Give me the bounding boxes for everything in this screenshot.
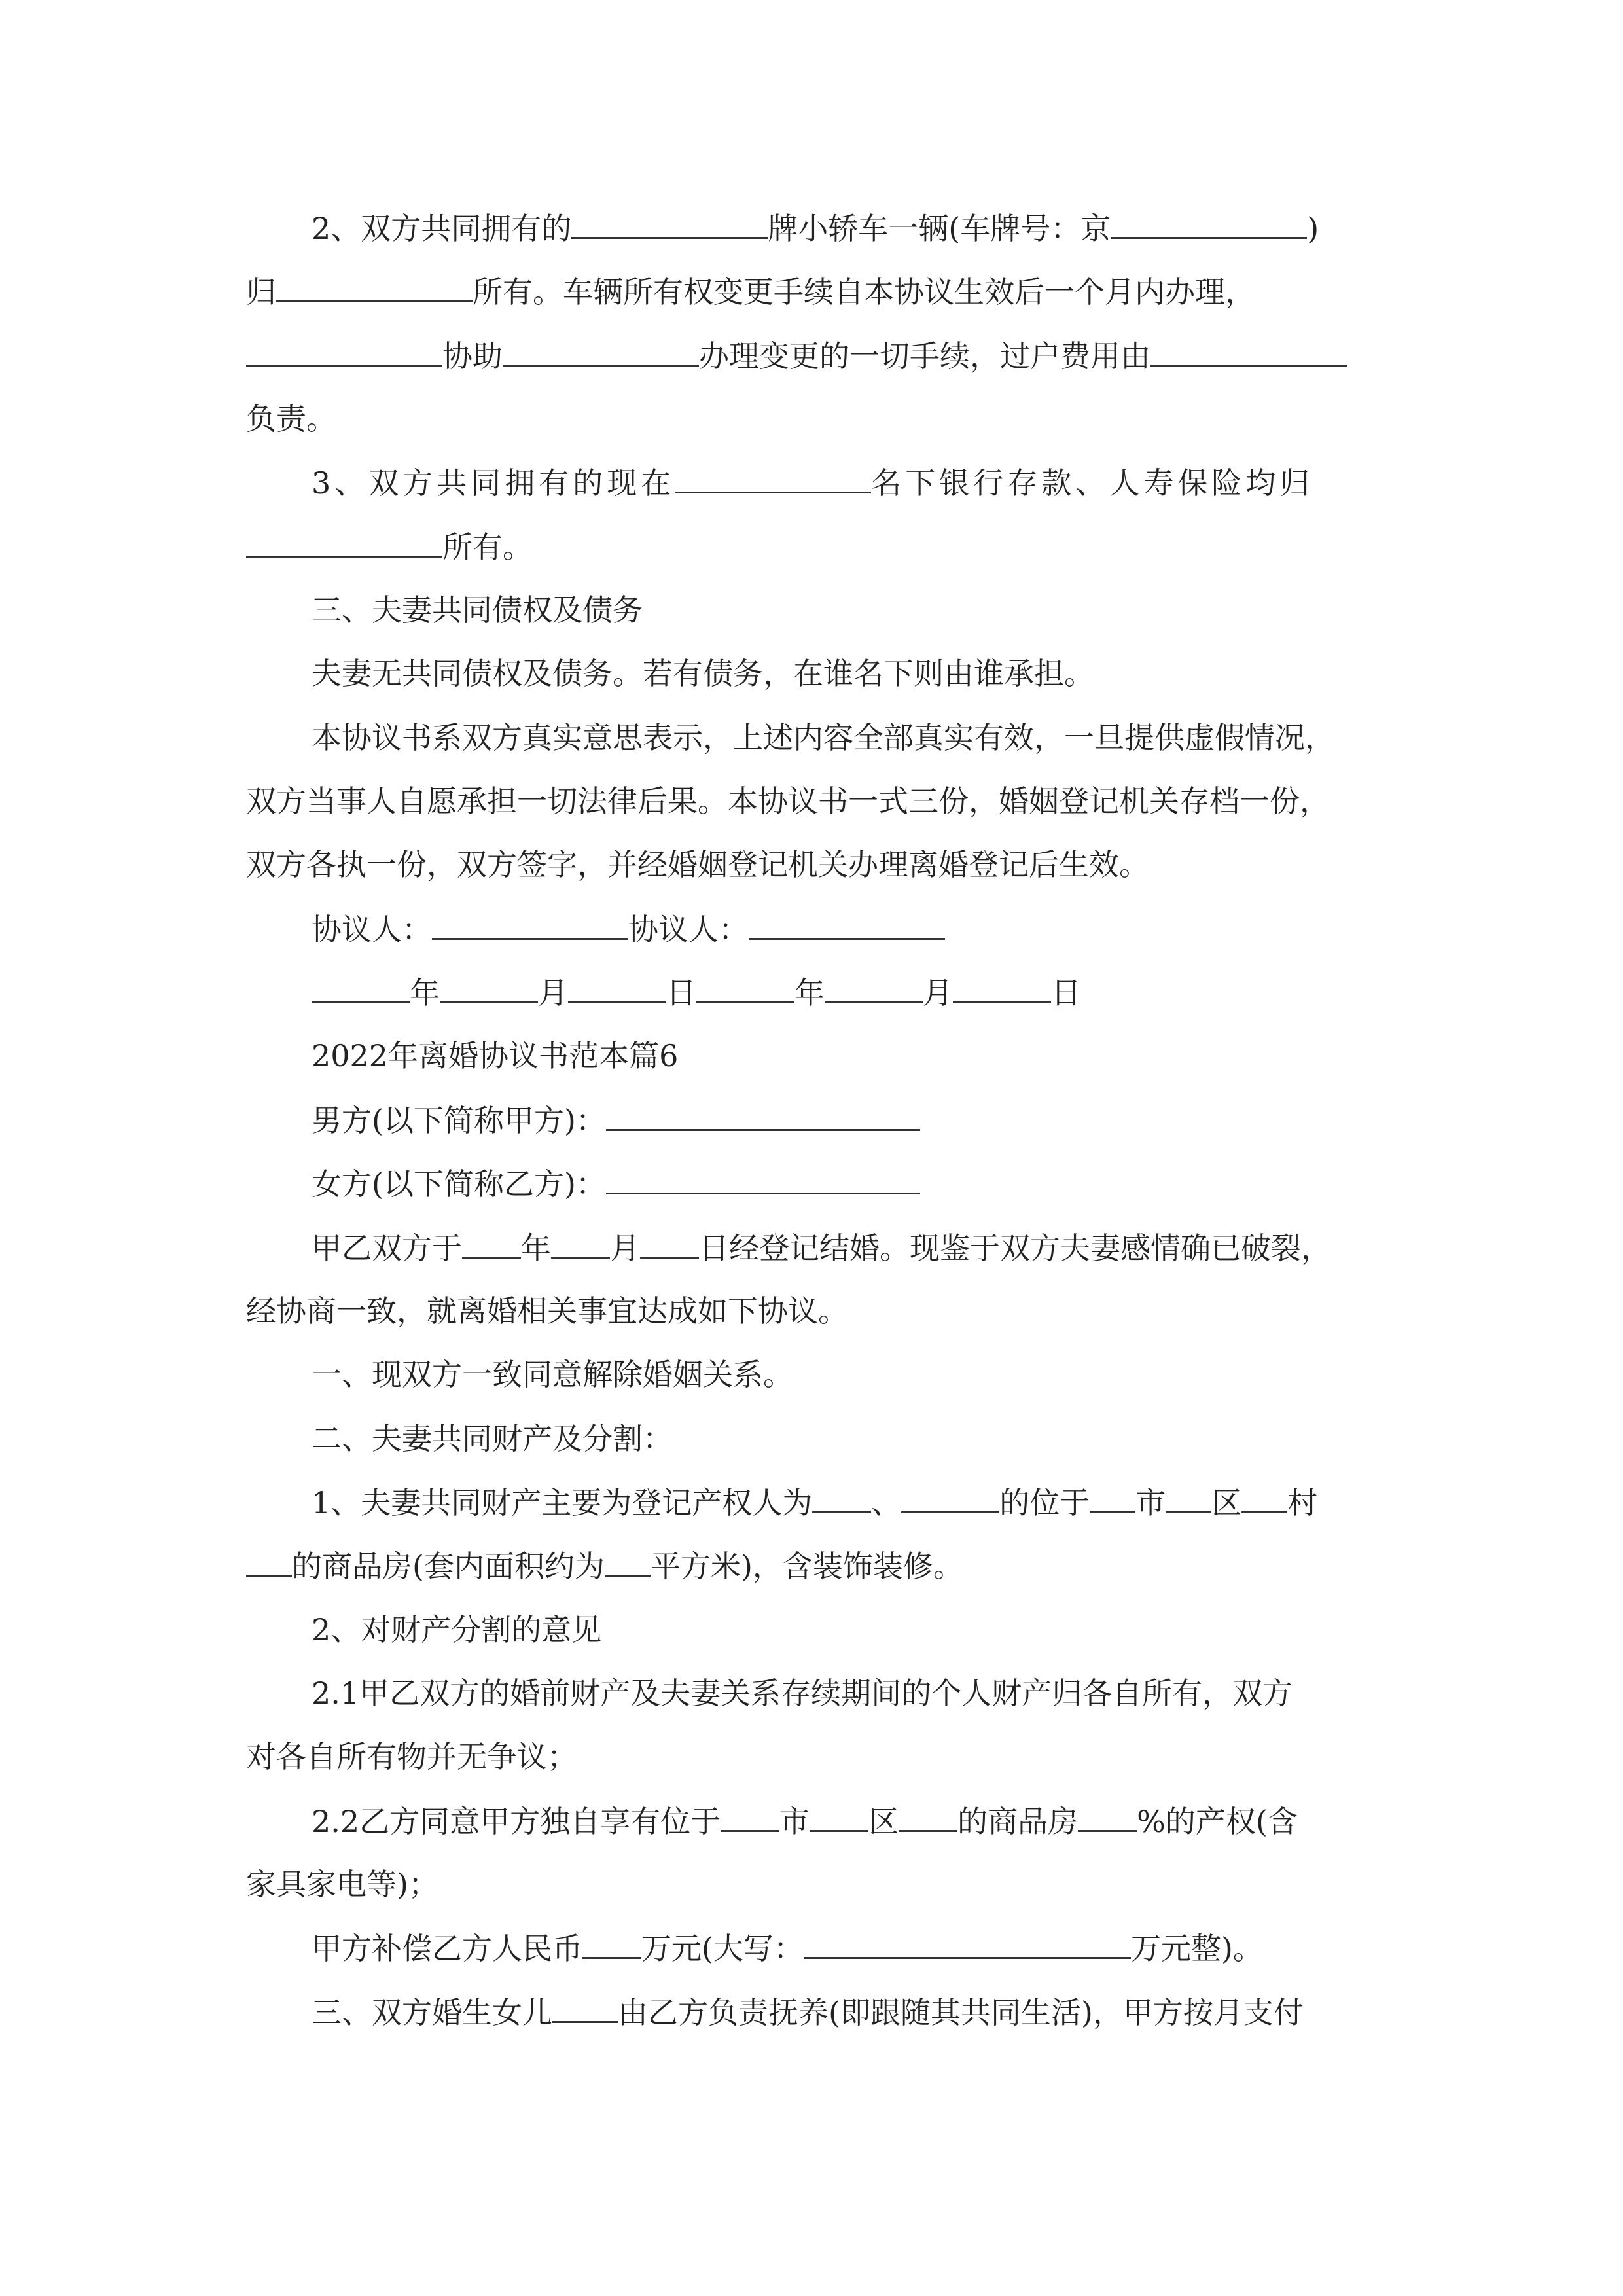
paragraph-line: 经协商一致，就离婚相关事宜达成如下协议。 [246,1293,848,1329]
blank-line [640,1228,699,1259]
blank-line [1111,208,1307,239]
paragraph-line: 负责。 [246,401,336,437]
clause-line: 1、夫妻共同财产主要为登记产权人为 、 的位于 市 区 村 [312,1482,1378,1522]
paragraph-line: 的商品房(套内面积约为 平方米)，含装饰装修。 [246,1546,1378,1586]
document-title: 2022年离婚协议书范本篇6 [312,1038,679,1073]
blank-line [440,973,538,1003]
paragraph-line: 家具家电等)； [246,1867,438,1902]
blank-line [721,1801,779,1832]
blank-line [810,1801,868,1832]
blank-line [1241,1482,1287,1513]
paragraph-line: 本协议书系双方真实意思表示，上述内容全部真实有效，一旦提供虚假情况， [312,720,1335,755]
blank-line [462,1228,521,1259]
blank-line [503,336,699,367]
blank-line [1150,336,1347,367]
clause-line: 2.2乙方同意甲方独自享有位于 市 区 的商品房 %的产权(含 [312,1801,1378,1841]
blank-line [246,1546,292,1577]
paragraph-line: 协助 办理变更的一切手续，过户费用由 [246,336,1378,376]
clause-line: 一、现双方一致同意解除婚姻关系。 [312,1357,793,1392]
section-heading: 三、夫妻共同债权及债务 [312,592,643,628]
paragraph-line: 归 所有。车辆所有权变更手续自本协议生效后一个月内办理， [246,272,1378,312]
clause-line: 甲方补偿乙方人民币 万元(大写： 万元整)。 [312,1928,1378,1968]
paragraph-line: 双方当事人自愿承担一切法律后果。本协议书一式三份，婚姻登记机关存档一份， [246,783,1330,819]
blank-line [605,1546,651,1577]
paragraph-line: 甲乙双方于 年 月 日经登记结婚。现鉴于双方夫妻感情确已破裂， [312,1228,1378,1268]
clause-line: 2.1甲乙双方的婚前财产及夫妻关系存续期间的个人财产归各自所有，双方 [312,1676,1293,1711]
blank-line [812,1482,871,1513]
blank-line [675,463,871,493]
paragraph-line: 夫妻无共同债权及债务。若有债务，在谁名下则由谁承担。 [312,656,1094,691]
paragraph-line: 所有。 [246,527,1378,567]
date-line: 年 月 日 年 月 日 [312,973,1378,1013]
blank-line [1166,1482,1211,1513]
blank-line [432,909,628,940]
paragraph-line: 双方各执一份，双方签字，并经婚姻登记机关办理离婚登记后生效。 [246,847,1149,882]
blank-line [552,1992,618,2023]
clause-line: 二、夫妻共同财产及分割： [312,1421,673,1456]
blank-line [696,973,794,1003]
blank-line [901,1482,999,1513]
blank-line [246,527,442,558]
blank-line [749,909,945,940]
blank-line [899,1801,957,1832]
blank-line [1090,1482,1135,1513]
blank-line [804,1928,1131,1959]
party-line-wife: 女方(以下简称乙方)： [312,1164,1378,1204]
blank-line [568,973,666,1003]
blank-line [571,208,768,239]
party-line-husband: 男方(以下简称甲方)： [312,1100,1378,1140]
blank-line [606,1164,920,1194]
blank-line [825,973,923,1003]
clause-line: 三、双方婚生女儿 由乙方负责抚养(即跟随其共同生活)，甲方按月支付 [312,1992,1378,2032]
paragraph-line: 对各自所有物并无争议； [246,1739,577,1774]
blank-line [953,973,1051,1003]
paragraph-deposits: 3、双方共同拥有的现在 名下银行存款、人寿保险均归 [312,463,1378,503]
blank-line [1078,1801,1137,1832]
clause-line: 2、对财产分割的意见 [312,1612,602,1647]
blank-line [582,1928,641,1959]
signature-line: 协议人： 协议人： [312,909,1378,949]
paragraph-vehicle: 2、双方共同拥有的 牌小轿车一辆(车牌号：京 ) [312,208,1378,248]
blank-line [246,336,442,367]
blank-line [312,973,410,1003]
blank-line [551,1228,610,1259]
blank-line [276,272,473,302]
blank-line [606,1100,920,1131]
